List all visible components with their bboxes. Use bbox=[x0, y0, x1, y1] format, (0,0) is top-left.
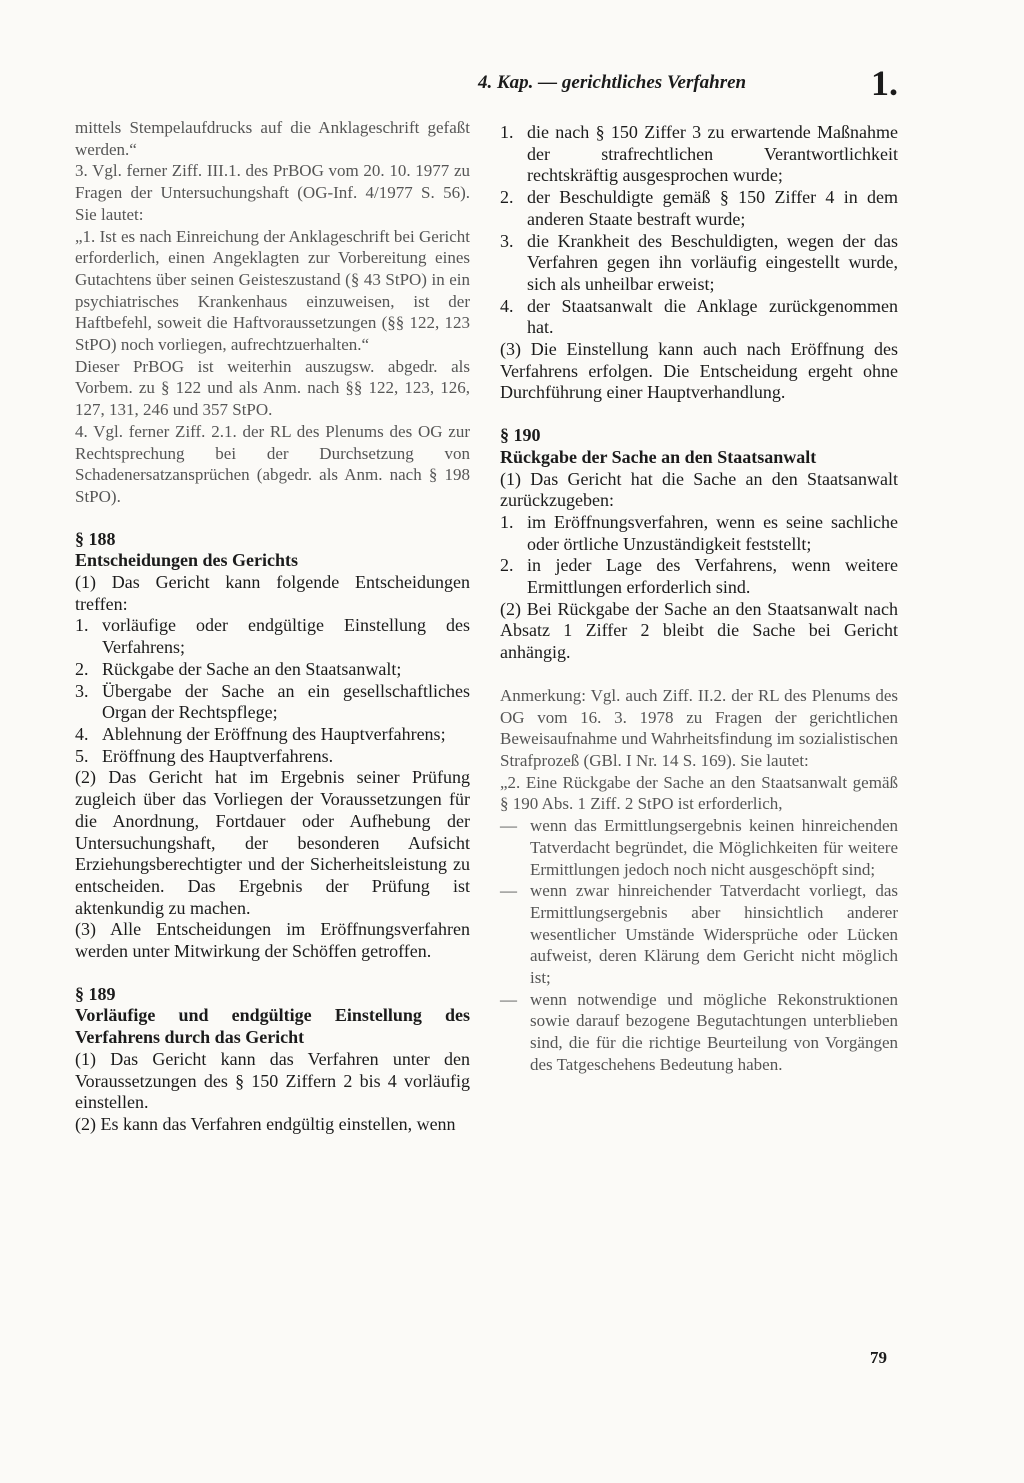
section-189-title: Vorläufige und endgültige Einstellung des Verfahrens durch das Gericht bbox=[75, 1005, 470, 1048]
section-188-paragraph-2: (2) Das Gericht hat im Ergebnis seiner Prüfung zugleich über das Vorliegen der Voraussetzungen für die Anordnung, Fortdauer oder Aufhebung der Untersuchungshaft, der besonderen Aufsicht Erziehungsberechtigter und der Sicherheitsleistung zu entscheiden. Das Ergebnis der Prüfung ist aktenkundig zu machen. bbox=[75, 767, 470, 918]
section-190-title: Rückgabe der Sache an den Staatsanwalt bbox=[500, 446, 817, 467]
dash-item: — wenn das Ermittlungsergebnis keinen hinreichenden Tatverdacht begründet, die Möglichkeiten für weitere Ermittlungen jedoch noch nicht ausgeschöpft sind; bbox=[500, 816, 898, 879]
list-item: 2. Rückgabe der Sache an den Staatsanwalt; bbox=[75, 658, 402, 679]
section-188-paragraph-1: (1) Das Gericht kann folgende Entscheidungen treffen: bbox=[75, 572, 470, 614]
section-189-paragraph-2: (2) Es kann das Verfahren endgültig einstellen, wenn bbox=[75, 1113, 456, 1134]
section-189-number: § 189 bbox=[75, 983, 116, 1004]
list-item: 2. der Beschuldigte gemäß § 150 Ziffer 4 in dem anderen Staate bestraft wurde; bbox=[500, 187, 898, 229]
note-3: 3. Vgl. ferner Ziff. III.1. des PrBOG vom 20. 10. 1977 zu Fragen der Untersuchungshaft (OG-Inf. 4/1977 S. 56). Sie lautet: bbox=[75, 161, 470, 224]
list-item: 3. die Krankheit des Beschuldigten, wegen der das Verfahren gegen ihn vorläufig eingestellt wurde, sich als unheilbar erweist; bbox=[500, 230, 898, 294]
section-188-number: § 188 bbox=[75, 528, 116, 549]
annotation-note: Anmerkung: Vgl. auch Ziff. II.2. der RL des Plenums des OG vom 16. 3. 1978 zu Fragen der gerichtlichen Beweisaufnahme und Wahrheitsfindung im sozialistischen Strafprozeß (GBl. I Nr. 14 S. 169). Sie lautet: bbox=[500, 685, 898, 770]
list-item: 3. Übergabe der Sache an ein gesellschaftliches Organ der Rechtspflege; bbox=[75, 680, 470, 723]
section-190-paragraph-1: (1) Das Gericht hat die Sache an den Staatsanwalt zurückzugeben: bbox=[500, 468, 898, 511]
list-item: 4. Ablehnung der Eröffnung des Hauptverfahrens; bbox=[75, 723, 446, 744]
chapter-number: 1. bbox=[871, 63, 898, 103]
list-item: 1. vorläufige oder endgültige Einstellung des Verfahrens; bbox=[75, 615, 470, 658]
note-4: 4. Vgl. ferner Ziff. 2.1. der RL des Plenums des OG zur Rechtsprechung bei der Durchsetzung von Schadenersatzansprüchen (abgedr. als Anm. nach § 198 StPO). bbox=[75, 421, 470, 506]
note-3-quote: „1. Ist es nach Einreichung der Anklageschrift bei Gericht erforderlich, einen Angeklagten zur Vorbereitung eines Gutachtens über seinen Geisteszustand (§ 43 StPO) in ein psychiatrisches Krankenhaus einzuweisen, ist der Haftbefehl, soweit die Haftvoraussetzungen (§§ 122, 123 StPO) noch vorliegen, aufrechtzuerhalten.“ bbox=[75, 226, 470, 355]
dash-item: — wenn zwar hinreichender Tatverdacht vorliegt, das Ermittlungsergebnis aber hinsichtlich anderer wesentlicher Umstände Widersprüche oder Lücken aufweist, deren Klärung dem Gericht nicht möglich ist; bbox=[500, 881, 898, 988]
page-number: 79 bbox=[870, 1348, 887, 1367]
running-title: 4. Kap. — gerichtliches Verfahren bbox=[478, 72, 747, 93]
left-column bbox=[75, 117, 470, 1136]
list-item: 4. der Staatsanwalt die Anklage zurückgenommen hat. bbox=[500, 295, 898, 338]
section-188-title: Entscheidungen des Gerichts bbox=[75, 550, 299, 571]
running-header bbox=[478, 63, 898, 108]
list-item: 5. Eröffnung des Hauptverfahrens. bbox=[75, 745, 334, 766]
section-190-number: § 190 bbox=[500, 425, 541, 446]
right-column bbox=[500, 122, 898, 1076]
list-item: 1. im Eröffnungsverfahren, wenn es seine sachliche oder örtliche Unzuständigkeit feststellt; bbox=[500, 511, 898, 554]
section-190-paragraph-2: (2) Bei Rückgabe der Sache an den Staatsanwalt nach Absatz 1 Ziffer 2 bleibt die Sache bei Gericht anhängig. bbox=[500, 598, 898, 663]
dash-item: — wenn notwendige und mögliche Rekonstruktionen sowie darauf bezogene Begutachtungen unterblieben sind, die für die richtige Beurteilung von Vorgängen des Tatgeschehens Bedeutung haben. bbox=[500, 989, 898, 1074]
note-3-after: Dieser PrBOG ist weiterhin auszugsw. abgedr. als Vorbem. zu § 122 und als Anm. nach §§ 122, 123, 126, 127, 131, 246 und 357 StPO. bbox=[75, 356, 470, 420]
section-188-paragraph-3: (3) Alle Entscheidungen im Eröffnungsverfahren werden unter Mitwirkung der Schöffen getroffen. bbox=[75, 919, 470, 962]
intro-paragraph: mittels Stempelaufdrucks auf die Anklageschrift gefaßt werden.“ bbox=[75, 118, 470, 159]
section-189-paragraph-3: (3) Die Einstellung kann auch nach Eröffnung des Verfahrens erfolgen. Die Entscheidung ergeht ohne Durchführung einer Hauptverhandlung. bbox=[500, 339, 898, 403]
list-item: 2. in jeder Lage des Verfahrens, wenn weitere Ermittlungen erforderlich sind. bbox=[500, 555, 898, 598]
list-item: 1. die nach § 150 Ziffer 3 zu erwartende Maßnahme der strafrechtlichen Verantwortlichkeit rechtskräftig ausgesprochen wurde; bbox=[500, 122, 898, 186]
section-189-paragraph-1: (1) Das Gericht kann das Verfahren unter den Voraussetzungen des § 150 Ziffern 2 bis 4 vorläufig einstellen. bbox=[75, 1048, 470, 1113]
annotation-quote: „2. Eine Rückgabe der Sache an den Staatsanwalt gemäß § 190 Abs. 1 Ziff. 2 StPO ist erforderlich, bbox=[500, 772, 898, 814]
